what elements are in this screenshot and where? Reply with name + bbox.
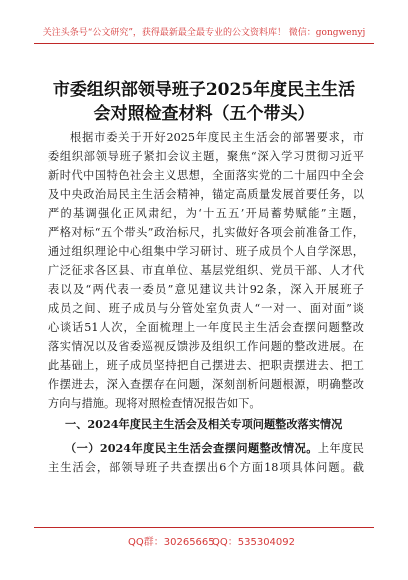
body-line: 根据市委关于开好2025年度民主生活会的部署要求，市 xyxy=(70,131,364,144)
body-line: 成员之间、班子成员与分管处室负责人“一对一、面对面”谈 xyxy=(48,302,364,315)
body-line: 及中央政治局民主生活会精神，锚定高质量发展首要任务，以 xyxy=(48,188,364,201)
qq-group-contact: QQ群：30265665 xyxy=(128,537,215,548)
section-heading: 一、2024年度民主生活会及相关专项问题整改落实情况 xyxy=(65,417,343,431)
footer-divider xyxy=(34,527,374,528)
body-line: 委组织部领导班子紧扣会议主题，聚焦“深入学习贯彻习近平 xyxy=(48,150,364,163)
body-line: 方向与措施。现将对照检查情况报告如下。 xyxy=(48,397,261,410)
body-line: 心谈话51人次，全面梳理上一年度民主生活会查摆问题整改 xyxy=(48,321,364,334)
document-title-line-1: 市委组织部领导班子2025年度民主生活 xyxy=(52,80,356,100)
body-line: 严的基调强化正风肃纪，为‘十五五’开局蓄势赋能”主题， xyxy=(48,207,364,220)
body-line: 通过组织理论中心组集中学习研讨、班子成员个人自学深思， xyxy=(48,245,364,258)
body-line: 新时代中国特色社会主义思想，全面落实党的二十届四中全会 xyxy=(48,169,364,182)
body-line: 此基础上，班子成员坚持把自己摆进去、把职责摆进去、把工 xyxy=(48,359,364,372)
body-line: 严格对标“五个带头”政治标尺，扎实做好各项会前准备工作， xyxy=(48,226,364,239)
subsection-line: 主生活会，部领导班子共查摆出6个方面18项具体问题。截 xyxy=(48,461,364,474)
body-line: 表以及“两代表一委员”意见建议共计92条，深入开展班子 xyxy=(48,283,364,296)
body-paragraph xyxy=(48,128,364,413)
qq-contact: QQ：535304092 xyxy=(212,537,296,548)
body-line: 作摆进去，深入查摆存在问题，深刻剖析问题根源，明确整改 xyxy=(48,378,364,391)
subsection-line xyxy=(48,439,364,458)
subsection-label: （一）2024年度民主生活会查摆问题整改情况。 xyxy=(65,441,318,455)
document-title-line-2: 会对照检查材料（五个带头） xyxy=(93,104,315,124)
promo-banner: 关注头条号“公文研究”，获得最新最全最专业的公文资料库！ 微信：gongwenyj xyxy=(42,28,366,38)
subsection-text: 上年度民 xyxy=(317,442,364,455)
body-line: 落实情况以及省委巡视反馈涉及组织工作问题的整改进展。在 xyxy=(48,340,364,353)
subsection-paragraph xyxy=(48,439,364,477)
header-divider xyxy=(34,43,374,44)
body-line: 广泛征求各区县、市直单位、基层党组织、党员干部、人才代 xyxy=(48,264,364,277)
